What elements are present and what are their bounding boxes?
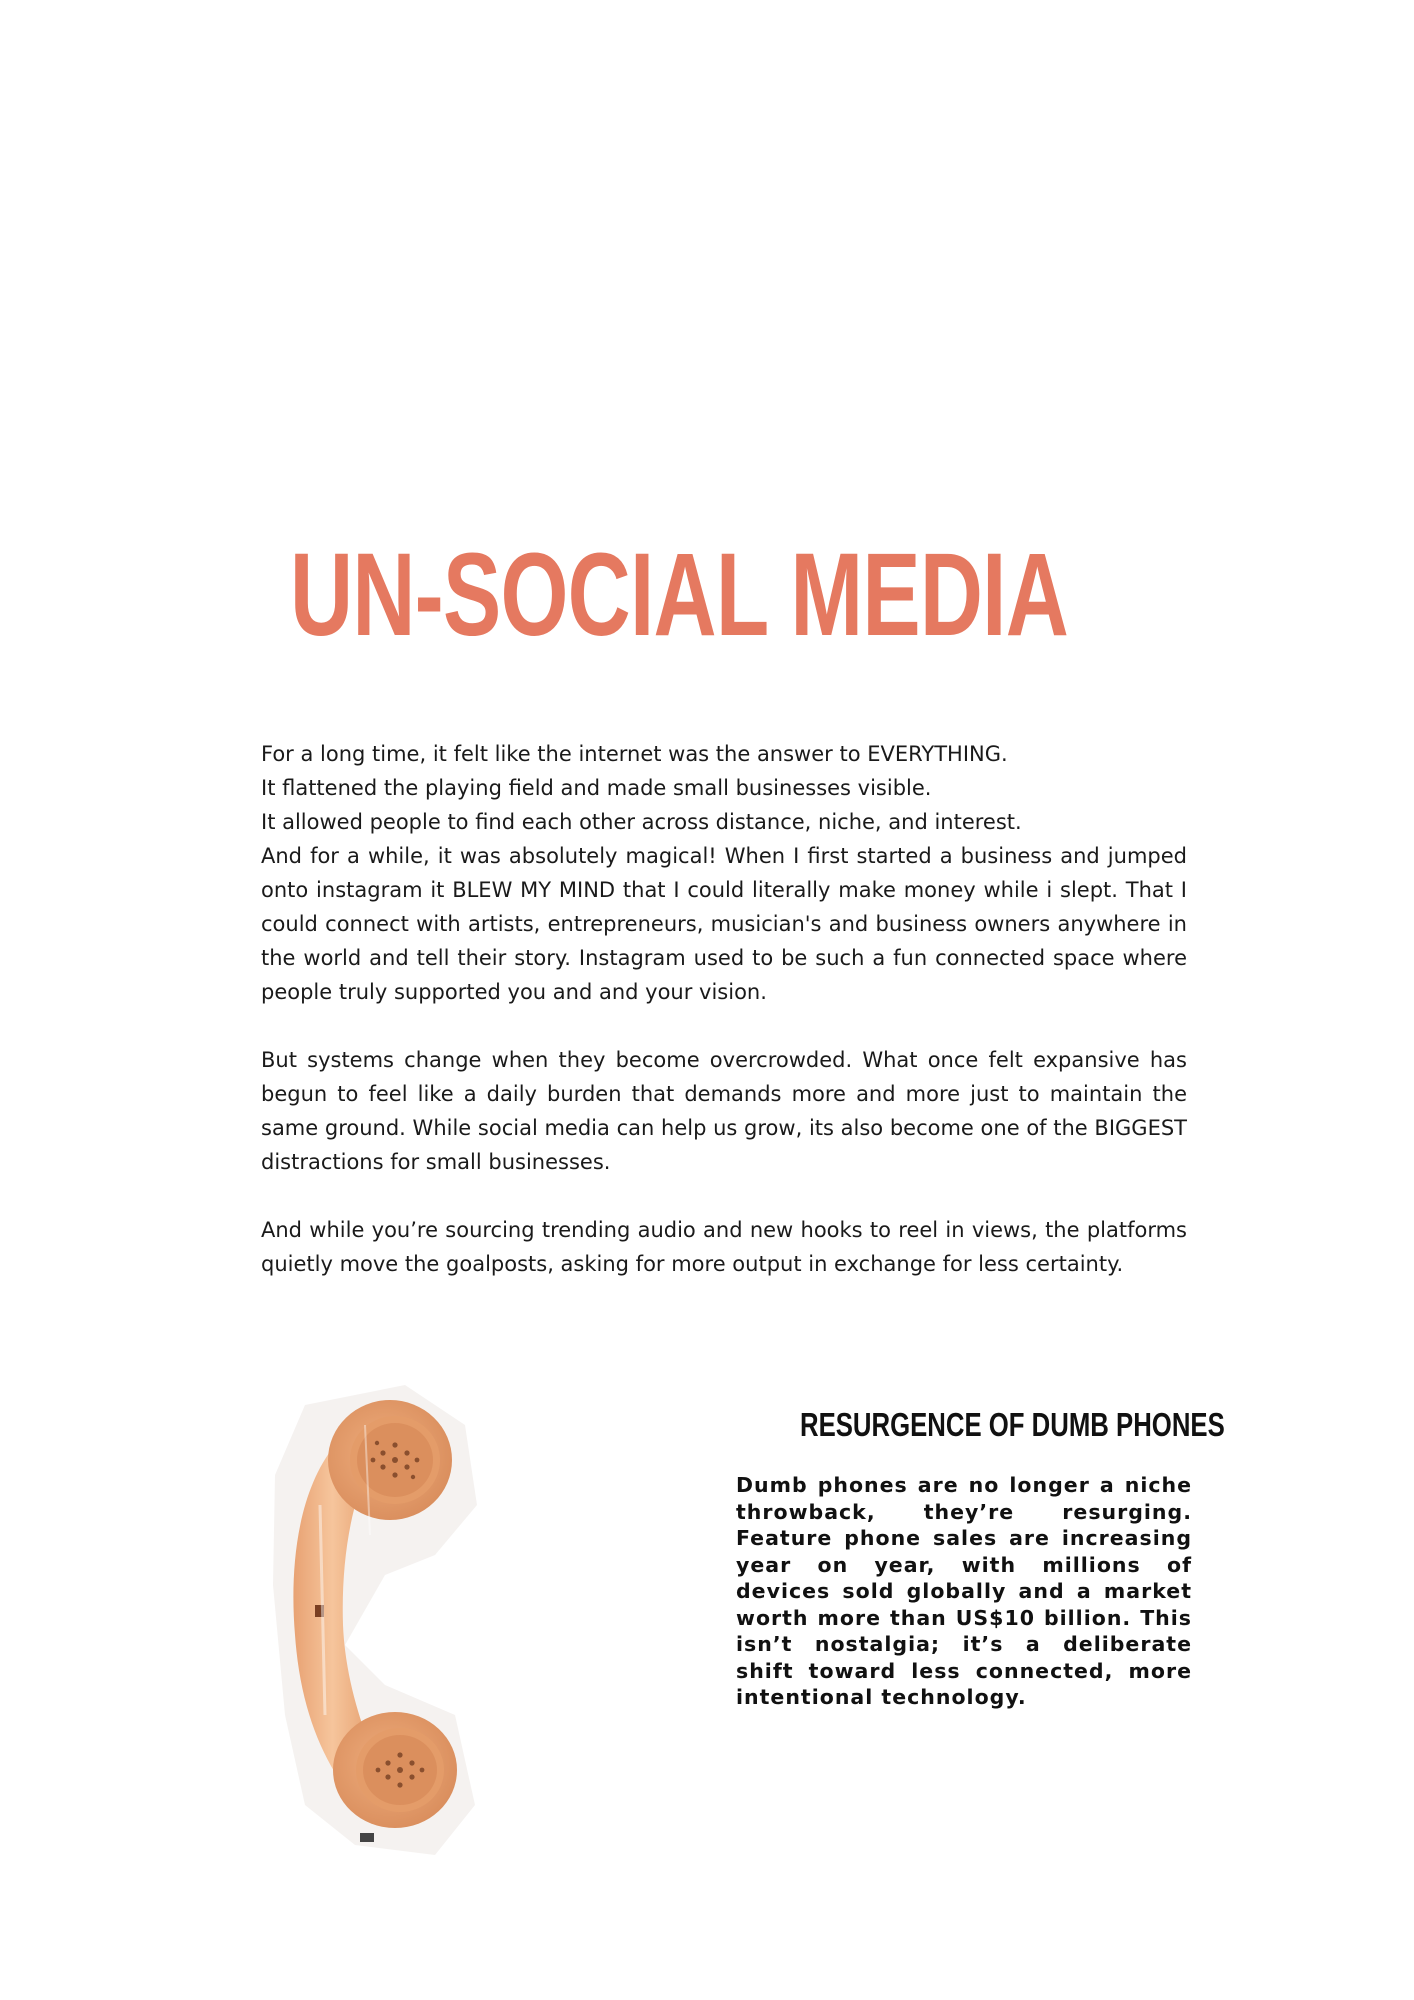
paragraph-2: But systems change when they become overcrowded. What once felt expansive has begun to feel like a daily burden that demands more and more just to maintain the same ground. While social media can help us grow, its also become one of the BIGGEST distractions for small businesses. — [261, 1048, 1187, 1174]
sidebar-text: Dumb phones are no longer a niche throwback, they’re resurging. Feature phone sales are increasing year on year, with millions of devices sold globally and a market worth more than US$10 billion. This isn’t nostalgia; it’s a deliberate shift toward less connected, more intentional technology. — [736, 1473, 1192, 1709]
paragraph-spacer — [261, 1009, 1187, 1043]
article-body — [261, 737, 1187, 1281]
sidebar-title: RESURGENCE OF DUMB PHONES — [800, 1406, 1225, 1443]
page-title: UN-SOCIAL MEDIA — [290, 529, 1069, 661]
paragraph-1: And for a while, it was absolutely magical! When I first started a business and jumped onto instagram it BLEW MY MIND that I could literally make money while i slept. That I could connect with artists, entrepreneurs, musician's and business owners anywhere in the world and tell their story. Instagram used to be such a fun connected space where people truly supported you and and your vision. — [261, 844, 1187, 1004]
telephone-handset-icon — [265, 1385, 480, 1855]
intro-line-3: It allowed people to find each other across distance, niche, and interest. — [261, 810, 1022, 834]
paragraph-3: And while you’re sourcing trending audio and new hooks to reel in views, the platforms quietly move the goalposts, asking for more output in exchange for less certainty. — [261, 1218, 1187, 1276]
intro-line-1: For a long time, it felt like the internet was the answer to EVERYTHING. — [261, 742, 1008, 766]
paragraph-spacer — [261, 1179, 1187, 1213]
intro-line-2: It flattened the playing field and made small businesses visible. — [261, 776, 932, 800]
